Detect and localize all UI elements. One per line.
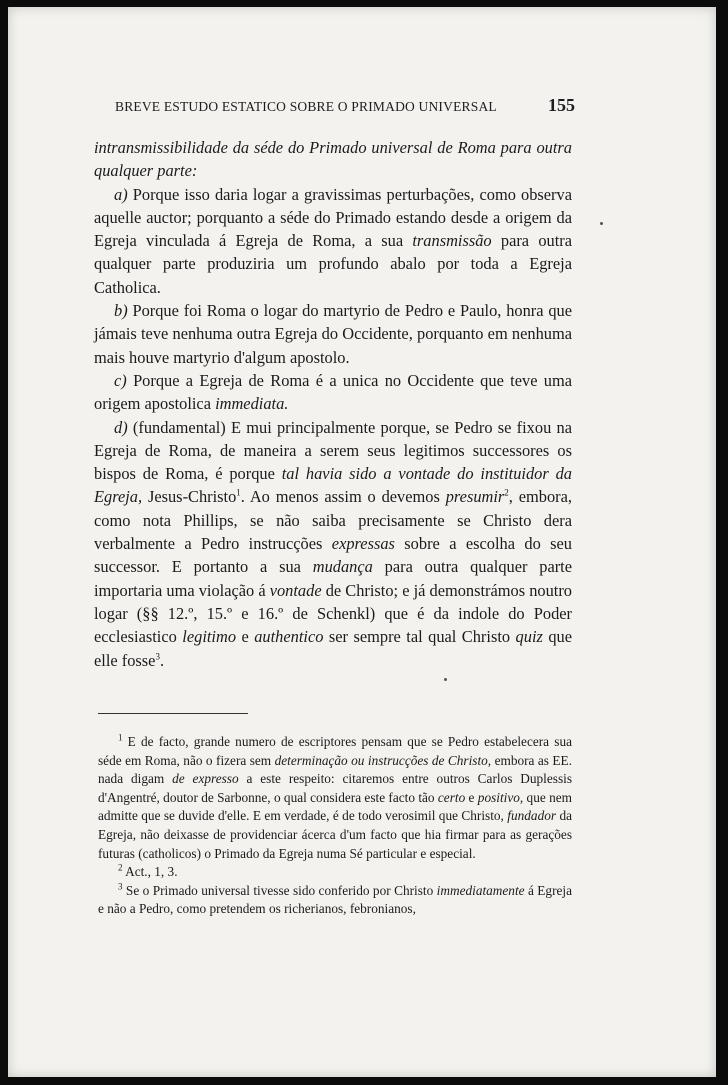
footnote-marker[interactable]: 1 [236, 487, 241, 498]
text-run: a este respeito: citaremos entre outros Carlos Duplessis d'Angentré, doutor de Sarbonne, o qual considera este facto tão [98, 771, 572, 805]
ink-speck [600, 222, 603, 225]
text-run: Se o Primado universal tivesse sido conferido por Christo [122, 882, 437, 898]
paragraph-b [94, 299, 572, 369]
italic-text: determinação ou instrucções de Christo, [274, 752, 492, 768]
item-label: a) [114, 184, 128, 204]
italic-text: vontade [269, 580, 322, 600]
italic-text: mudança [312, 557, 373, 577]
running-header [115, 95, 575, 116]
paragraph-c [94, 369, 572, 416]
text-run: embora as EE. nada digam [98, 752, 572, 787]
text-run: e [236, 627, 255, 647]
text-run: que elle fosse [94, 627, 573, 670]
text-run: Porque isso daria logar a gravissimas perturbações, como observa aquelle auctor; porquanto a séde do Primado estando desde a origem da Egreja vinculada á Egreja de Roma, a sua [94, 184, 572, 251]
text-run: ser sempre tal qual Christo [323, 627, 516, 647]
text-run: para outra qualquer parte importaria uma violação á [94, 557, 573, 600]
main-text [94, 136, 572, 672]
text-run: de Christo; e já demonstrámos noutro logar (§§ 12.º, 15.º e 16.º de Schenkl) que é da indole do Poder ecclesiastico [94, 580, 573, 647]
footnote-3 [98, 882, 572, 919]
text-run: E de facto, grande numero de escriptores pensam que se Pedro estabelecera sua séde em Roma, não o fizera sem [98, 734, 572, 768]
paragraph-a [94, 183, 572, 299]
italic-text: transmissão [412, 231, 492, 251]
footnote-number: 2 [118, 862, 123, 873]
text-run: Porque a Egreja de Roma é a unica no Occidente que teve uma origem apostolica [94, 370, 572, 414]
running-title: BREVE ESTUDO ESTATICO SOBRE O PRIMADO UNIVERSAL [115, 99, 497, 114]
text-run: , embora, como nota Phillips, se não saiba precisamente se Christo dera verbalmente a Pedro instrucções [94, 487, 572, 554]
text-run: . [159, 650, 165, 670]
italic-text: intransmissibilidade da séde do Primado universal de Roma para outra qualquer parte: [94, 138, 572, 181]
text-run: que nem admitte que se duvide d'elle. E em verdade, é de todo verosimil que Christo, [98, 789, 572, 824]
italic-text: immediatamente [436, 882, 525, 898]
page-number: 155 [548, 95, 575, 115]
footnote-marker[interactable]: 3 [155, 651, 160, 662]
paragraph-intro [94, 136, 572, 183]
footnotes [98, 733, 572, 919]
paragraph-d [94, 416, 572, 672]
italic-text: immediata. [215, 394, 289, 414]
item-label: c) [114, 370, 127, 390]
footnote-2 [98, 863, 572, 882]
text-run: (fundamental) E mui principalmente porque, se Pedro se fixou na Egreja de Roma, de maneira a serem seus legitimos successores os bispos de Roma, é porque [94, 417, 572, 484]
italic-text: quiz [515, 627, 543, 647]
footnote-number: 1 [118, 732, 123, 743]
italic-text: expressas [331, 534, 395, 554]
italic-text: de expresso [172, 771, 239, 787]
text-run: Jesus-Christo [142, 487, 237, 507]
footnote-marker[interactable]: 2 [504, 487, 509, 498]
italic-text: legitimo [182, 627, 237, 647]
text-run: e [465, 789, 478, 805]
italic-text: positivo, [477, 789, 524, 805]
footnote-1 [98, 733, 572, 863]
text-run: Act., 1, 3. [122, 864, 178, 880]
text-run: sobre a escolha do seu successor. E portanto a sua [94, 534, 573, 577]
text-run: . Ao menos assim o devemos [240, 487, 446, 507]
footnote-rule [98, 713, 248, 714]
text-run: á Egreja e não a Pedro, como pretendem os richerianos, febronianos, [98, 882, 573, 917]
text-run: Porque foi Roma o logar do martyrio de Pedro e Paulo, honra que jámais teve nenhuma outra Egreja do Occidente, porquanto em nenhuma mais houve martyrio d'algum apostolo. [94, 301, 572, 367]
italic-text: presumir [445, 487, 505, 507]
text-run: da Egreja, não deixasse de providenciar ácerca d'um facto que hia firmar para as gerações futuras (catholicos) o Primado da Egreja numa Sé particular e especial. [98, 808, 572, 861]
ink-speck [444, 678, 447, 681]
item-label: b) [114, 301, 128, 321]
italic-text: fundador [507, 808, 557, 824]
footnote-number: 3 [118, 881, 123, 892]
italic-text: tal havia sido a vontade do instituidor da Egreja, [94, 464, 572, 507]
italic-text: authentico [254, 627, 324, 647]
italic-text: certo [437, 789, 466, 805]
text-run: para outra qualquer parte produziria um profundo abalo por toda a Egreja Catholica. [94, 231, 573, 297]
item-label: d) [114, 417, 128, 437]
